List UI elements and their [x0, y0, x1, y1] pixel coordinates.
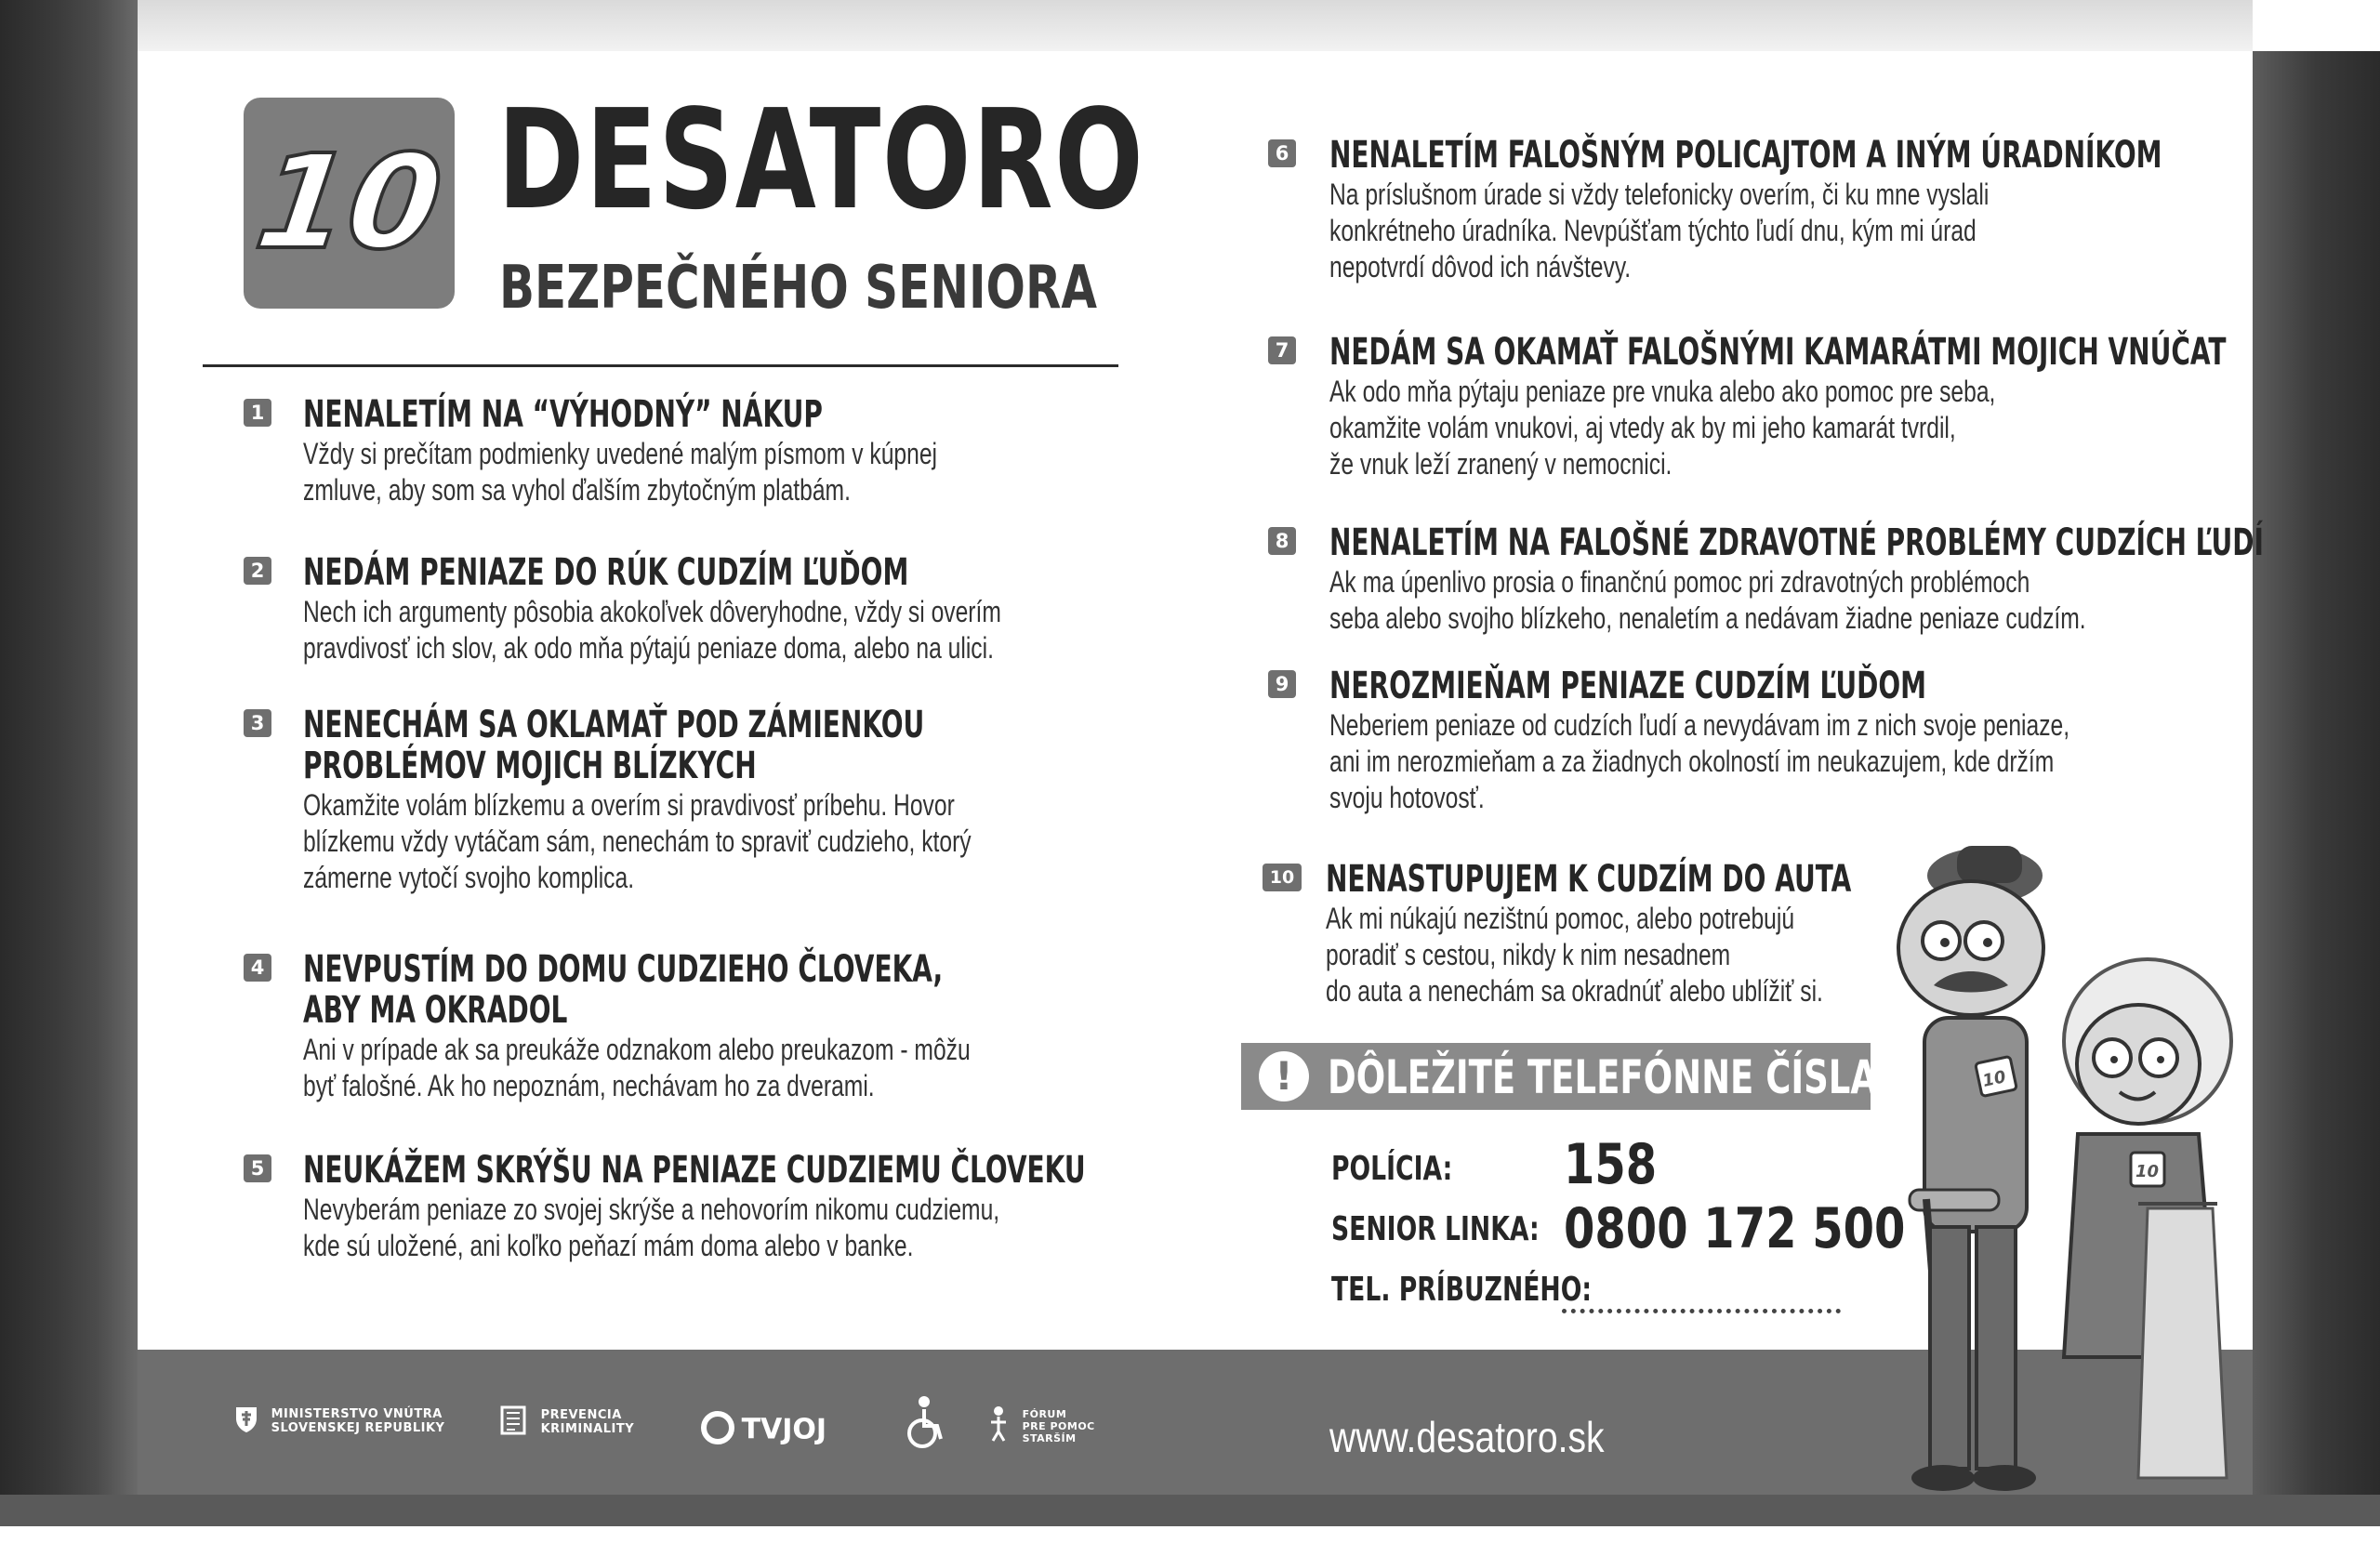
ministry-name-line2: SLOVENSKEJ REPUBLIKY [271, 1421, 445, 1435]
item-heading: NEUKÁŽEM SKRÝŠU NA PENIAZE CUDZIEMU ČLOVEKU [303, 1149, 1086, 1192]
item-number-badge: 8 [1268, 527, 1296, 555]
woman-knitting [2138, 1208, 2227, 1478]
item-heading: NEVPUSTÍM DO DOMU CUDZIEHO ČLOVEKA, [303, 948, 944, 991]
item-body-line: do auta a nenechám sa okradnúť alebo ublížiť si. [1326, 974, 1823, 1008]
item-heading: NEROZMIEŇAM PENIAZE CUDZÍM ĽUĎOM [1329, 665, 1927, 707]
phone-numbers-title: DÔLEŽITÉ TELEFÓNNE ČÍSLA [1328, 1050, 1877, 1104]
exclamation-icon: ! [1259, 1051, 1309, 1101]
man-hat-crown [1957, 846, 2022, 883]
accessibility-logo [904, 1394, 948, 1454]
scan-left-edge [0, 0, 138, 1526]
ministry-logo [234, 1405, 444, 1437]
item-body-line: zmluve, aby som sa vyhol ďalším zbytočným platbám. [303, 473, 851, 507]
item-number-badge: 3 [244, 709, 271, 737]
prevention-line2: KRIMINALITY [540, 1422, 635, 1436]
item-body-line: Ani v prípade ak sa preukáže odznakom alebo preukazom - môžu [303, 1033, 971, 1066]
elderly-person-icon [987, 1405, 1012, 1446]
item-text [303, 705, 1191, 895]
forum-logo [987, 1405, 1095, 1446]
coat-of-arms-icon [234, 1405, 258, 1437]
prevention-icon [500, 1405, 526, 1439]
prevention-line1: PREVENCIA [540, 1408, 622, 1422]
item-body-line: Ak ma úpenlivo prosia o finančnú pomoc pri zdravotných problémoch [1329, 565, 2030, 599]
senior-line-label: SENIOR LINKA: [1331, 1210, 1540, 1248]
item-body-line: že vnuk leží zranený v nemocnici. [1329, 447, 1673, 481]
item-body-line: blízkemu vždy vytáčam sám, nenechám to spraviť cudzieho, ktorý [303, 824, 972, 858]
item-text [1329, 522, 2380, 636]
man-leg-right [1977, 1227, 2016, 1469]
senior-line-number: 0800 172 500 [1564, 1196, 1906, 1261]
item-body-line: byť falošné. Ak ho nepoznám, nechávam ho za dverami. [303, 1069, 875, 1102]
item-body-line: Neberiem peniaze od cudzích ľudí a nevydávam im z nich svoje peniaze, [1329, 708, 2070, 742]
scan-bottom-edge [0, 1495, 2380, 1526]
item-body-line: svoju hotovosť. [1329, 781, 1485, 814]
item-number-badge: 10 [1263, 864, 1302, 891]
man-shoe-right [1973, 1465, 2036, 1491]
ministry-name-line1: MINISTERSTVO VNÚTRA [271, 1407, 443, 1421]
forum-line3: STARŠÍM [1022, 1431, 1077, 1444]
item-body-line: Ak odo mňa pýtaju peniaze pre vnuka alebo ako pomoc pre seba, [1329, 375, 1996, 408]
prevention-logo [500, 1405, 634, 1439]
relative-phone-label: TEL. PRÍBUZNÉHO: [1331, 1271, 1593, 1309]
item-number-badge: 5 [244, 1154, 271, 1182]
item-heading: ABY MA OKRADOL [303, 989, 568, 1032]
logo-badge [244, 98, 455, 309]
item-body-line: Okamžite volám blízkemu a overím si pravdivosť príbehu. Hovor [303, 788, 955, 822]
elderly-couple-illustration [1869, 837, 2241, 1543]
item-number-badge: 6 [1268, 139, 1296, 167]
relative-phone-blank [1562, 1309, 1841, 1313]
police-label: POLÍCIA: [1331, 1150, 1453, 1188]
item-number-badge: 4 [244, 954, 271, 982]
item-text [303, 1150, 1421, 1263]
item-heading: NEDÁM SA OKAMAŤ FALOŠNÝMI KAMARÁTMI MOJICH VNÚČAT [1329, 331, 2227, 374]
item-body-line: pravdivosť ich slov, ak odo mňa pýtajú peniaze doma, alebo na ulici. [303, 631, 994, 665]
tv-joj-logo [699, 1409, 826, 1450]
woman-badge-number: 10 [2135, 1162, 2160, 1181]
tv-joj-text: TVJOJ [741, 1413, 827, 1446]
item-body-line: Vždy si prečítam podmienky uvedené malým písmom v kúpnej [303, 437, 937, 470]
item-body-line: seba alebo svojho blízkeho, nenaletím a nedávam žiadne peniaze cudzím. [1329, 601, 2086, 635]
item-heading: PROBLÉMOV MOJICH BLÍZKYCH [303, 745, 757, 787]
man-shoe-left [1911, 1465, 1975, 1491]
item-heading: NENECHÁM SA OKLAMAŤ POD ZÁMIENKOU [303, 704, 925, 746]
item-body-line: Na príslušnom úrade si vždy telefonicky overím, či ku mne vyslali [1329, 178, 1990, 211]
page-subtitle: BEZPEČNÉHO SENIORA [499, 254, 1098, 323]
item-number-badge: 1 [244, 399, 271, 427]
item-text [1329, 666, 2291, 815]
item-body-line: Nech ich argumenty pôsobia akokoľvek dôveryhodne, vždy si overím [303, 595, 1001, 628]
item-heading: NENASTUPUJEM K CUDZÍM DO AUTA [1326, 858, 1852, 901]
item-body-line: okamžite volám vnukovi, aj vtedy ak by mi jeho kamarát tvrdil, [1329, 411, 1956, 444]
item-body-line: zámerne vytočí svojho komplica. [303, 861, 635, 894]
item-body-line: Nevyberám peniaze zo svojej skrýše a nehovorím nikomu cudziemu, [303, 1193, 1000, 1226]
item-heading: NENALETÍM NA “VÝHODNÝ” NÁKUP [303, 393, 823, 436]
item-body-line: nepotvrdí dôvod ich návštevy. [1329, 250, 1632, 284]
item-text [303, 394, 1127, 508]
title-divider [203, 364, 1118, 367]
item-body-line: poradiť s cestou, nikdy k nim nesadnem [1326, 938, 1731, 971]
item-number-badge: 9 [1268, 670, 1296, 698]
item-text [1329, 135, 2380, 284]
item-heading: NENALETÍM NA FALOŠNÉ ZDRAVOTNÉ PROBLÉMY CUDZÍCH ĽUDÍ [1329, 521, 2264, 564]
man-badge-number: 10 [1980, 1067, 2008, 1091]
item-text [303, 949, 1217, 1103]
logo-number: 10 [247, 126, 451, 279]
item-text [303, 552, 1210, 666]
item-number-badge: 7 [1268, 336, 1296, 364]
forum-line1: FÓRUM [1022, 1407, 1067, 1420]
tv-circle-icon [699, 1409, 736, 1450]
item-text [1329, 332, 2380, 481]
item-body-line: kde sú uložené, ani koľko peňazí mám doma alebo v banke. [303, 1229, 914, 1262]
scan-top-edge [138, 0, 2253, 51]
item-heading: NENALETÍM FALOŠNÝM POLICAJTOM A INÝM ÚRADNÍKOM [1329, 134, 2162, 177]
item-body-line: konkrétneho úradníka. Nevpúšťam týchto ľudí dnu, kým mi úrad [1329, 214, 1977, 247]
item-number-badge: 2 [244, 557, 271, 585]
item-body-line: Ak mi núkajú nezištnú pomoc, alebo potrebujú [1326, 902, 1795, 935]
website-link[interactable]: www.desatoro.sk [1329, 1413, 1605, 1461]
item-heading: NEDÁM PENIAZE DO RÚK CUDZÍM ĽUĎOM [303, 551, 909, 594]
man-leg-left [1930, 1227, 1969, 1469]
page-title: DESATORO [497, 80, 1145, 240]
forum-line2: PRE POMOC [1022, 1419, 1095, 1432]
wheelchair-icon [904, 1394, 948, 1454]
item-body-line: ani im nerozmieňam a za žiadnych okolností im neukazujem, kde držím [1329, 745, 2055, 778]
police-number: 158 [1564, 1132, 1658, 1197]
